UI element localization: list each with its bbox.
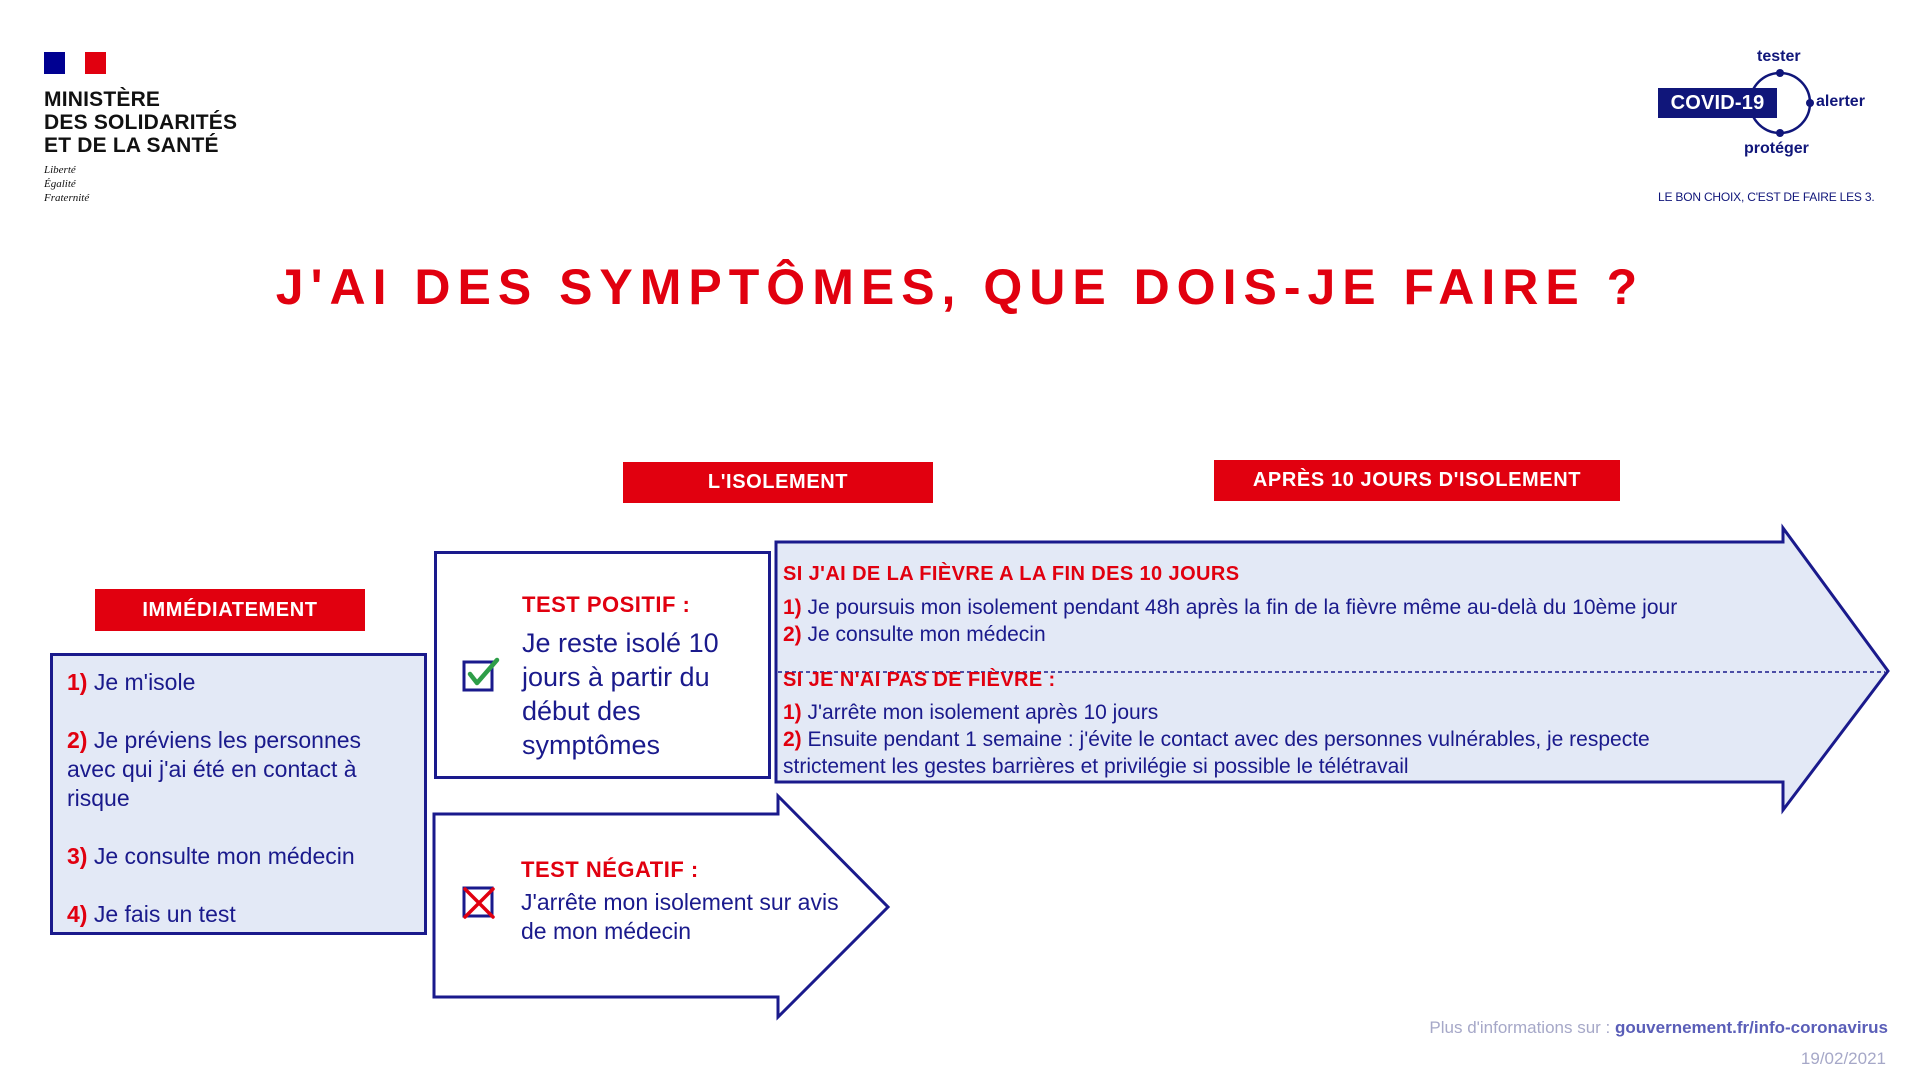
label-after-isolation: APRÈS 10 JOURS D'ISOLEMENT bbox=[1214, 460, 1620, 501]
info-link[interactable]: gouvernement.fr/info-coronavirus bbox=[1615, 1018, 1888, 1037]
page-title: J'AI DES SYMPTÔMES, QUE DOIS-JE FAIRE ? bbox=[275, 259, 1645, 315]
immediate-steps-box bbox=[50, 653, 427, 935]
positive-test-title: TEST POSITIF : bbox=[522, 592, 691, 617]
list-item: 1) J'arrête mon isolement après 10 jours bbox=[783, 701, 1159, 724]
list-item: 3) Je consulte mon médecin bbox=[67, 843, 355, 869]
negative-test-title: TEST NÉGATIF : bbox=[521, 857, 699, 882]
republic-motto: Liberté Égalité Fraternité bbox=[44, 164, 90, 204]
list-item: 2) Je consulte mon médecin bbox=[783, 623, 1046, 646]
cross-icon bbox=[460, 883, 500, 923]
positive-test-box bbox=[434, 551, 771, 779]
list-item: 1) Je poursuis mon isolement pendant 48h après la fin de la fièvre même au-delà du 10ème jour bbox=[783, 596, 1678, 619]
covid-word-alerter: alerter bbox=[1816, 93, 1865, 110]
list-item-continuation: strictement les gestes barrières et privilégie si possible le télétravail bbox=[783, 755, 1409, 778]
list-item: 2) Je préviens les personnes avec qui j'ai été en contact à risque bbox=[67, 727, 362, 811]
label-immediately: IMMÉDIATEMENT bbox=[95, 589, 365, 631]
check-icon bbox=[462, 656, 500, 692]
negative-test-text: J'arrête mon isolement sur avis de mon médecin bbox=[521, 889, 839, 944]
fever-heading: SI J'AI DE LA FIÈVRE A LA FIN DES 10 JOURS bbox=[783, 563, 1240, 585]
list-item: 4) Je fais un test bbox=[67, 901, 236, 927]
covid-badge: COVID-19 bbox=[1658, 88, 1777, 118]
list-item: 2) Ensuite pendant 1 semaine : j'évite le contact avec des personnes vulnérables, je respecte bbox=[783, 728, 1650, 751]
covid-word-tester: tester bbox=[1757, 48, 1801, 65]
no-fever-heading: SI JE N'AI PAS DE FIÈVRE : bbox=[783, 669, 1056, 691]
covid-slogan: LE BON CHOIX, C'EST DE FAIRE LES 3. bbox=[1658, 190, 1875, 204]
positive-test-text: Je reste isolé 10 jours à partir du début des symptômes bbox=[522, 628, 719, 760]
footer-info: Plus d'informations sur : gouvernement.fr/info-coronavirus bbox=[1429, 1018, 1888, 1037]
ministry-name: MINISTÈRE DES SOLIDARITÉS ET DE LA SANTÉ bbox=[44, 88, 238, 157]
footer-date: 19/02/2021 bbox=[1800, 1049, 1886, 1068]
label-isolation: L'ISOLEMENT bbox=[623, 462, 933, 503]
list-item: 1) Je m'isole bbox=[67, 669, 196, 695]
covid-word-proteger: protéger bbox=[1744, 140, 1809, 157]
